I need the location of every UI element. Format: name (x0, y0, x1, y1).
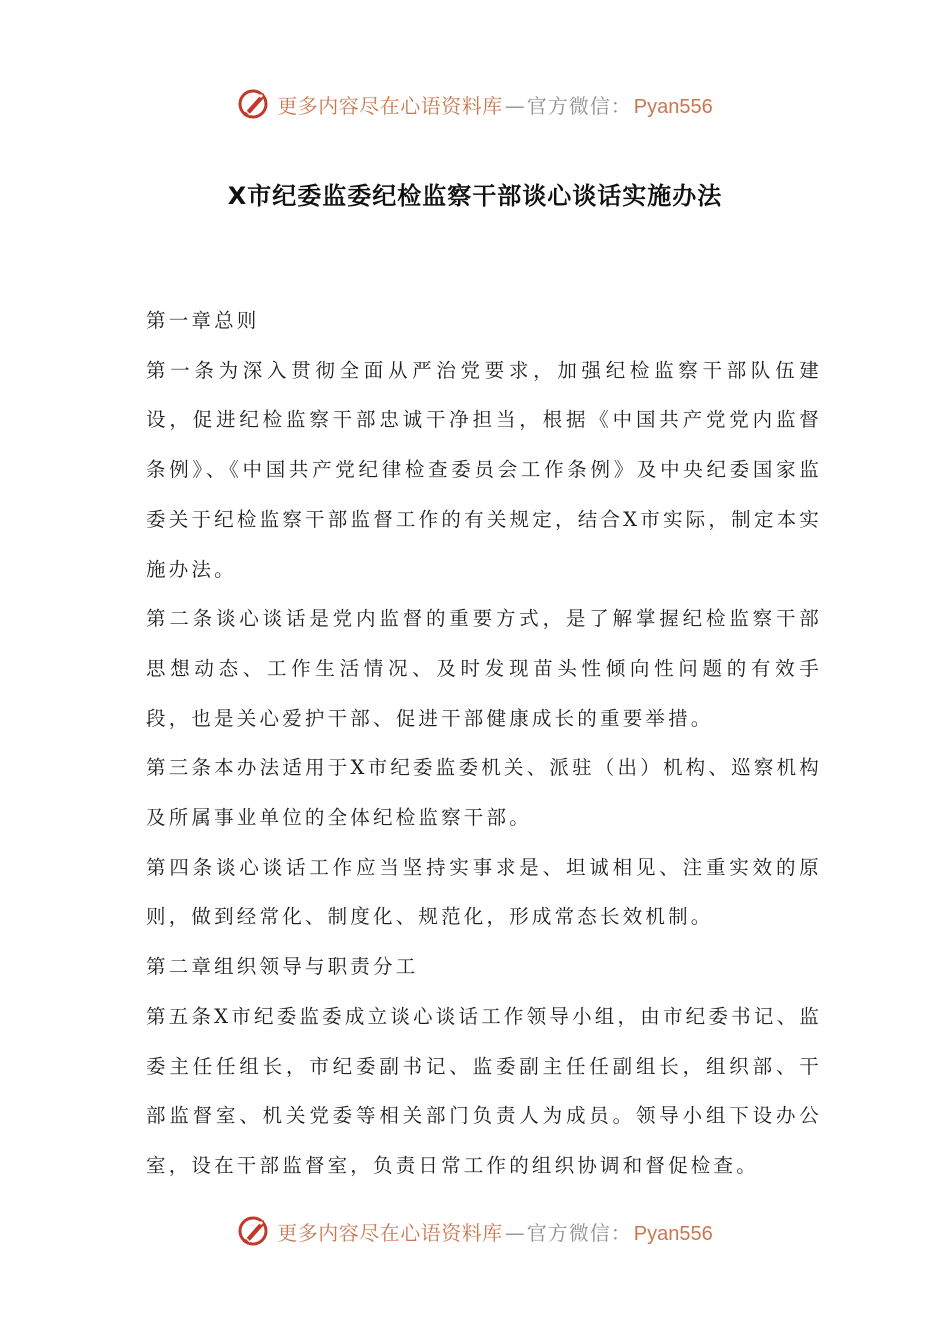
footer-watermark (0, 1209, 950, 1253)
watermark-suffix-text: 官方微信： (526, 93, 632, 118)
watermark-text (277, 1217, 712, 1246)
watermark-wechat-id: Pyan556 (633, 95, 713, 118)
pen-nib-icon (237, 87, 271, 121)
article-1: 第一条为深入贯彻全面从严治党要求，加强纪检监察干部队伍建设，促进纪检监察干部忠诚干净担当，根据《中国共产党党内监督条例》、《中国共产党纪律检查委员会工作条例》及中央纪委国家监委关于纪检监察干部监督工作的有关规定，结合X市实际，制定本实施办法。 (146, 358, 822, 581)
chapter-heading-1: 第一章总则 (146, 309, 260, 332)
watermark-separator: — (504, 93, 525, 118)
document-title: X市纪委监委纪检监察干部谈心谈话实施办法 (227, 182, 723, 210)
document-body (146, 296, 822, 1191)
watermark-suffix-text: 官方微信： (526, 1220, 632, 1245)
pen-nib-icon (237, 1214, 271, 1248)
watermark-text (277, 90, 712, 119)
watermark-main-text: 更多内容尽在心语资料库 (277, 1220, 503, 1245)
article-4: 第四条谈心谈话工作应当坚持实事求是、坦诚相见、注重实效的原则，做到经常化、制度化、规范化，形成常态长效机制。 (146, 855, 822, 929)
article-3: 第三条本办法适用于X市纪委监委机关、派驻（出）机构、巡察机构及所属事业单位的全体纪检监察干部。 (146, 756, 822, 830)
watermark-separator: — (504, 1220, 525, 1245)
chapter-heading-2: 第二章组织领导与职责分工 (146, 955, 419, 979)
watermark-main-text: 更多内容尽在心语资料库 (277, 93, 503, 118)
article-5: 第五条X市纪委监委成立谈心谈话工作领导小组，由市纪委书记、监委主任任组长，市纪委副书记、监委副主任任副组长，组织部、干部监督室、机关党委等相关部门负责人为成员。领导小组下设办公室，设在干部监督室，负责日常工作的组织协调和督促检查。 (146, 1004, 822, 1177)
watermark-wechat-id: Pyan556 (633, 1222, 713, 1245)
header-watermark (0, 82, 950, 126)
article-2: 第二条谈心谈话是党内监督的重要方式，是了解掌握纪检监察干部思想动态、工作生活情况、及时发现苗头性倾向性问题的有效手段，也是关心爱护干部、促进干部健康成长的重要举措。 (146, 607, 822, 730)
